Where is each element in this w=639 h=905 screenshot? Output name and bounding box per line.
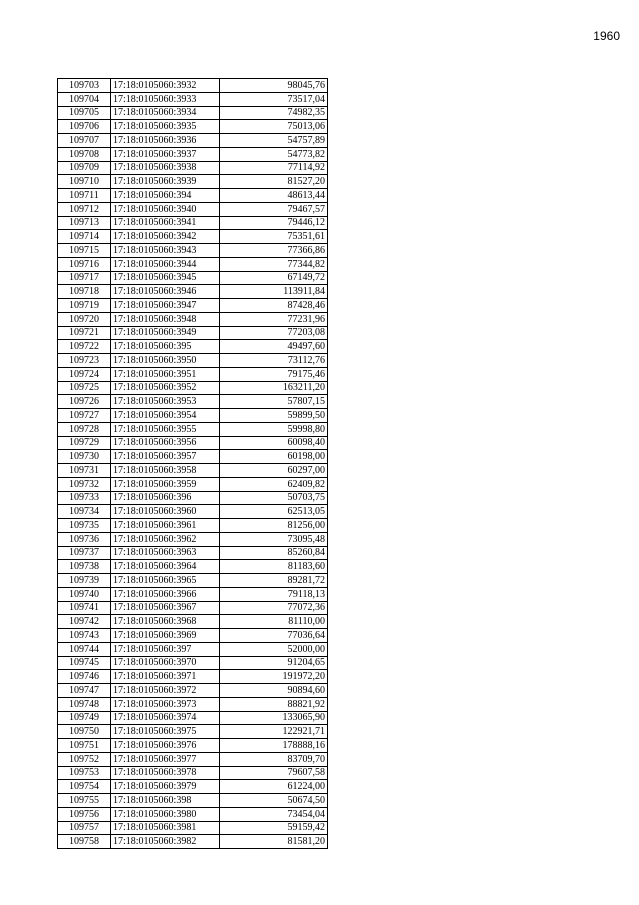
table-row [58,491,328,505]
row-number-cell: 109743 [58,629,111,643]
cadastral-value-cell: 85260,84 [220,546,328,560]
table-row [58,821,328,835]
table-row [58,147,328,161]
row-number-cell: 109728 [58,422,111,436]
cadastral-number-cell: 17:18:0105060:3936 [111,134,220,148]
cadastral-number-cell: 17:18:0105060:3957 [111,450,220,464]
cadastral-number-cell: 17:18:0105060:3965 [111,574,220,588]
row-number-cell: 109730 [58,450,111,464]
table-row [58,505,328,519]
cadastral-number-cell: 17:18:0105060:3934 [111,106,220,120]
cadastral-number-cell: 17:18:0105060:3971 [111,670,220,684]
row-number-cell: 109746 [58,670,111,684]
cadastral-value-cell: 81183,60 [220,560,328,574]
cadastral-value-cell: 122921,71 [220,725,328,739]
cadastral-number-cell: 17:18:0105060:396 [111,491,220,505]
row-number-cell: 109733 [58,491,111,505]
table-row [58,477,328,491]
cadastral-number-cell: 17:18:0105060:3972 [111,684,220,698]
cadastral-value-cell: 74982,35 [220,106,328,120]
cadastral-value-cell: 81581,20 [220,835,328,849]
cadastral-number-cell: 17:18:0105060:394 [111,189,220,203]
row-number-cell: 109718 [58,285,111,299]
table-row [58,381,328,395]
cadastral-value-cell: 73095,48 [220,532,328,546]
cadastral-number-cell: 17:18:0105060:3937 [111,147,220,161]
table-row [58,120,328,134]
table-row [58,752,328,766]
cadastral-value-cell: 73112,76 [220,354,328,368]
cadastral-number-cell: 17:18:0105060:3959 [111,477,220,491]
table-row [58,574,328,588]
table-row [58,807,328,821]
row-number-cell: 109741 [58,601,111,615]
row-number-cell: 109729 [58,436,111,450]
row-number-cell: 109744 [58,642,111,656]
table-row [58,546,328,560]
cadastral-number-cell: 17:18:0105060:3945 [111,271,220,285]
cadastral-value-cell: 79446,12 [220,216,328,230]
table-row [58,202,328,216]
row-number-cell: 109751 [58,739,111,753]
table-row [58,244,328,258]
cadastral-value-cell: 60198,00 [220,450,328,464]
cadastral-number-cell: 17:18:0105060:3962 [111,532,220,546]
table-row [58,271,328,285]
table-row [58,615,328,629]
row-number-cell: 109715 [58,244,111,258]
cadastral-value-cell: 60098,40 [220,436,328,450]
table-row [58,436,328,450]
table-row [58,340,328,354]
cadastral-number-cell: 17:18:0105060:3958 [111,464,220,478]
row-number-cell: 109722 [58,340,111,354]
cadastral-value-cell: 75351,61 [220,230,328,244]
cadastral-value-cell: 59159,42 [220,821,328,835]
cadastral-value-cell: 133065,90 [220,711,328,725]
table-row [58,161,328,175]
row-number-cell: 109757 [58,821,111,835]
cadastral-value-cell: 91204,65 [220,656,328,670]
cadastral-number-cell: 17:18:0105060:3977 [111,752,220,766]
cadastral-value-cell: 77344,82 [220,257,328,271]
cadastral-number-cell: 17:18:0105060:3955 [111,422,220,436]
table-row [58,642,328,656]
table-row [58,794,328,808]
row-number-cell: 109745 [58,656,111,670]
table-row [58,326,328,340]
row-number-cell: 109703 [58,79,111,93]
table-row [58,766,328,780]
cadastral-value-cell: 73517,04 [220,92,328,106]
table-row [58,670,328,684]
table-row [58,409,328,423]
cadastral-value-cell: 79175,46 [220,367,328,381]
cadastral-number-cell: 17:18:0105060:3960 [111,505,220,519]
cadastral-number-cell: 17:18:0105060:3942 [111,230,220,244]
table-row [58,560,328,574]
row-number-cell: 109755 [58,794,111,808]
row-number-cell: 109710 [58,175,111,189]
cadastral-number-cell: 17:18:0105060:3952 [111,381,220,395]
table-row [58,395,328,409]
row-number-cell: 109748 [58,697,111,711]
cadastral-value-cell: 75013,06 [220,120,328,134]
row-number-cell: 109756 [58,807,111,821]
cadastral-value-cell: 87428,46 [220,299,328,313]
row-number-cell: 109719 [58,299,111,313]
cadastral-number-cell: 17:18:0105060:397 [111,642,220,656]
cadastral-value-cell: 77366,86 [220,244,328,258]
cadastral-value-cell: 52000,00 [220,642,328,656]
row-number-cell: 109711 [58,189,111,203]
cadastral-number-cell: 17:18:0105060:3949 [111,326,220,340]
row-number-cell: 109731 [58,464,111,478]
table-row [58,299,328,313]
table-row [58,684,328,698]
cadastral-value-cell: 77231,96 [220,312,328,326]
cadastral-number-cell: 17:18:0105060:3976 [111,739,220,753]
cadastral-number-cell: 17:18:0105060:3980 [111,807,220,821]
row-number-cell: 109750 [58,725,111,739]
row-number-cell: 109736 [58,532,111,546]
row-number-cell: 109723 [58,354,111,368]
cadastral-value-cell: 67149,72 [220,271,328,285]
cadastral-value-cell: 191972,20 [220,670,328,684]
cadastral-value-cell: 50674,50 [220,794,328,808]
cadastral-value-cell: 54773,82 [220,147,328,161]
table-row [58,725,328,739]
table-row [58,739,328,753]
row-number-cell: 109740 [58,587,111,601]
cadastral-number-cell: 17:18:0105060:395 [111,340,220,354]
table-row [58,587,328,601]
cadastral-value-cell: 77072,36 [220,601,328,615]
row-number-cell: 109738 [58,560,111,574]
row-number-cell: 109726 [58,395,111,409]
row-number-cell: 109716 [58,257,111,271]
cadastral-number-cell: 17:18:0105060:3974 [111,711,220,725]
cadastral-value-cell: 98045,76 [220,79,328,93]
table-row [58,656,328,670]
table-row [58,312,328,326]
cadastral-number-cell: 17:18:0105060:3948 [111,312,220,326]
cadastral-value-cell: 62513,05 [220,505,328,519]
table-row [58,450,328,464]
table-row [58,519,328,533]
row-number-cell: 109720 [58,312,111,326]
cadastral-number-cell: 17:18:0105060:3950 [111,354,220,368]
row-number-cell: 109721 [58,326,111,340]
row-number-cell: 109753 [58,766,111,780]
cadastral-number-cell: 17:18:0105060:3969 [111,629,220,643]
cadastral-number-cell: 17:18:0105060:3939 [111,175,220,189]
row-number-cell: 109717 [58,271,111,285]
cadastral-value-cell: 62409,82 [220,477,328,491]
cadastral-number-cell: 17:18:0105060:3954 [111,409,220,423]
cadastral-value-table [57,78,328,849]
cadastral-value-cell: 57807,15 [220,395,328,409]
cadastral-value-cell: 59899,50 [220,409,328,423]
cadastral-value-cell: 61224,00 [220,780,328,794]
table-row [58,532,328,546]
table-row [58,780,328,794]
row-number-cell: 109724 [58,367,111,381]
row-number-cell: 109706 [58,120,111,134]
table-row [58,216,328,230]
cadastral-value-cell: 50703,75 [220,491,328,505]
cadastral-value-cell: 48613,44 [220,189,328,203]
table-row [58,189,328,203]
cadastral-value-cell: 89281,72 [220,574,328,588]
cadastral-value-cell: 59998,80 [220,422,328,436]
row-number-cell: 109727 [58,409,111,423]
cadastral-value-cell: 163211,20 [220,381,328,395]
cadastral-number-cell: 17:18:0105060:3956 [111,436,220,450]
page-number: 1960 [593,29,620,43]
table-row [58,92,328,106]
row-number-cell: 109754 [58,780,111,794]
table-row [58,134,328,148]
table-row [58,711,328,725]
cadastral-number-cell: 17:18:0105060:3982 [111,835,220,849]
cadastral-value-cell: 113911,84 [220,285,328,299]
cadastral-value-cell: 54757,89 [220,134,328,148]
cadastral-number-cell: 17:18:0105060:3978 [111,766,220,780]
cadastral-number-cell: 17:18:0105060:3951 [111,367,220,381]
table-row [58,601,328,615]
cadastral-number-cell: 17:18:0105060:3967 [111,601,220,615]
cadastral-number-cell: 17:18:0105060:3941 [111,216,220,230]
cadastral-value-cell: 79118,13 [220,587,328,601]
table-row [58,422,328,436]
cadastral-number-cell: 17:18:0105060:3943 [111,244,220,258]
row-number-cell: 109713 [58,216,111,230]
table-row [58,175,328,189]
cadastral-value-cell: 49497,60 [220,340,328,354]
cadastral-value-cell: 77203,08 [220,326,328,340]
row-number-cell: 109734 [58,505,111,519]
cadastral-value-cell: 81110,00 [220,615,328,629]
row-number-cell: 109712 [58,202,111,216]
row-number-cell: 109747 [58,684,111,698]
row-number-cell: 109758 [58,835,111,849]
row-number-cell: 109742 [58,615,111,629]
cadastral-number-cell: 17:18:0105060:3964 [111,560,220,574]
table-row [58,106,328,120]
cadastral-value-cell: 83709,70 [220,752,328,766]
cadastral-number-cell: 17:18:0105060:3963 [111,546,220,560]
cadastral-value-cell: 81256,00 [220,519,328,533]
row-number-cell: 109708 [58,147,111,161]
row-number-cell: 109707 [58,134,111,148]
row-number-cell: 109752 [58,752,111,766]
cadastral-number-cell: 17:18:0105060:398 [111,794,220,808]
table-row [58,257,328,271]
row-number-cell: 109735 [58,519,111,533]
cadastral-number-cell: 17:18:0105060:3961 [111,519,220,533]
cadastral-number-cell: 17:18:0105060:3933 [111,92,220,106]
cadastral-number-cell: 17:18:0105060:3944 [111,257,220,271]
table-row [58,230,328,244]
row-number-cell: 109709 [58,161,111,175]
cadastral-number-cell: 17:18:0105060:3940 [111,202,220,216]
cadastral-number-cell: 17:18:0105060:3947 [111,299,220,313]
row-number-cell: 109732 [58,477,111,491]
cadastral-number-cell: 17:18:0105060:3970 [111,656,220,670]
cadastral-number-cell: 17:18:0105060:3975 [111,725,220,739]
row-number-cell: 109749 [58,711,111,725]
row-number-cell: 109704 [58,92,111,106]
cadastral-value-cell: 60297,00 [220,464,328,478]
cadastral-number-cell: 17:18:0105060:3953 [111,395,220,409]
row-number-cell: 109737 [58,546,111,560]
cadastral-value-cell: 88821,92 [220,697,328,711]
cadastral-number-cell: 17:18:0105060:3935 [111,120,220,134]
row-number-cell: 109739 [58,574,111,588]
cadastral-number-cell: 17:18:0105060:3973 [111,697,220,711]
cadastral-number-cell: 17:18:0105060:3968 [111,615,220,629]
table-row [58,464,328,478]
cadastral-number-cell: 17:18:0105060:3932 [111,79,220,93]
cadastral-value-cell: 79607,58 [220,766,328,780]
table-row [58,367,328,381]
row-number-cell: 109714 [58,230,111,244]
row-number-cell: 109705 [58,106,111,120]
cadastral-number-cell: 17:18:0105060:3979 [111,780,220,794]
cadastral-number-cell: 17:18:0105060:3938 [111,161,220,175]
row-number-cell: 109725 [58,381,111,395]
table-row [58,285,328,299]
table-row [58,697,328,711]
cadastral-value-cell: 77036,64 [220,629,328,643]
table-row [58,629,328,643]
table-body [58,79,328,849]
cadastral-value-cell: 90894,60 [220,684,328,698]
cadastral-value-cell: 81527,20 [220,175,328,189]
cadastral-value-cell: 79467,57 [220,202,328,216]
table-row [58,354,328,368]
table-row [58,79,328,93]
cadastral-number-cell: 17:18:0105060:3966 [111,587,220,601]
cadastral-value-cell: 178888,16 [220,739,328,753]
cadastral-number-cell: 17:18:0105060:3946 [111,285,220,299]
table-row [58,835,328,849]
cadastral-value-cell: 73454,04 [220,807,328,821]
cadastral-number-cell: 17:18:0105060:3981 [111,821,220,835]
cadastral-value-cell: 77114,92 [220,161,328,175]
